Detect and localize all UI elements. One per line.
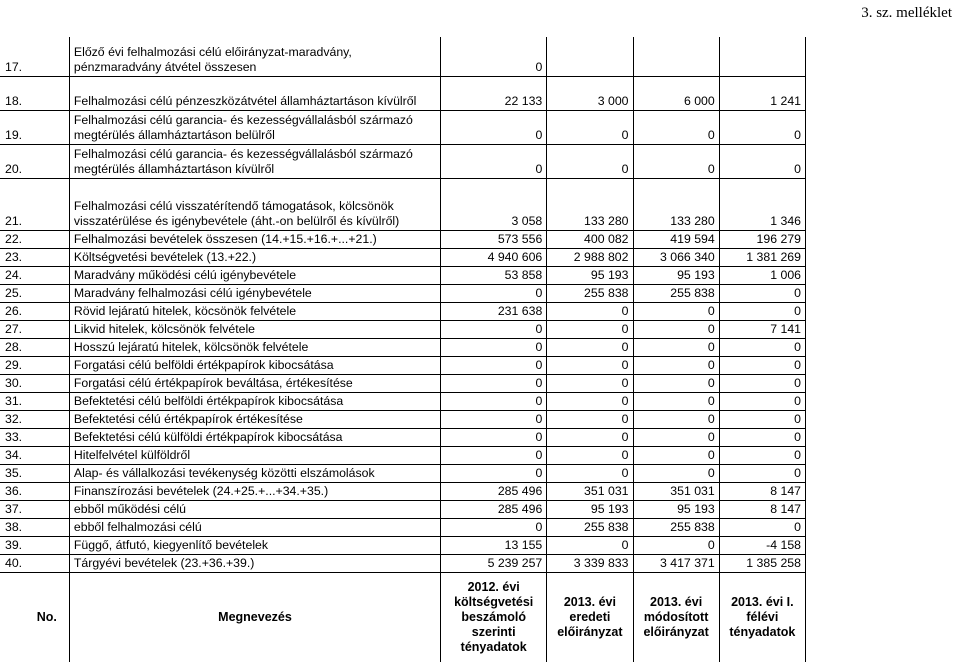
value-2012-actual: 0 [441, 37, 547, 76]
header-col-2013-h1-actual: 2013. évi I. félévi tényadatok [719, 572, 805, 662]
table-row [0, 230, 806, 248]
row-number: 26. [0, 302, 69, 320]
value-2013-modified: 6 000 [633, 76, 719, 110]
row-number: 39. [0, 536, 69, 554]
value-2013-modified: 3 417 371 [633, 554, 719, 572]
value-2013-original: 0 [547, 392, 633, 410]
row-name: Rövid lejáratú hitelek, köcsönök felvétele [69, 302, 440, 320]
value-2013-original: 95 193 [547, 500, 633, 518]
value-2013-h1-actual: -4 158 [719, 536, 805, 554]
value-2013-h1-actual: 0 [719, 518, 805, 536]
value-2013-h1-actual: 1 241 [719, 76, 805, 110]
value-2012-actual: 285 496 [441, 482, 547, 500]
value-2013-original: 2 988 802 [547, 248, 633, 266]
header-col-2013-original: 2013. évi eredeti előirányzat [547, 572, 633, 662]
value-2013-modified: 0 [633, 302, 719, 320]
value-2012-actual: 5 239 257 [441, 554, 547, 572]
value-2013-modified: 3 066 340 [633, 248, 719, 266]
table-row [0, 500, 806, 518]
row-number: 23. [0, 248, 69, 266]
value-2013-modified: 0 [633, 464, 719, 482]
value-2013-h1-actual: 1 346 [719, 178, 805, 230]
row-name: Maradvány működési célú igénybevétele [69, 266, 440, 284]
value-2013-h1-actual: 0 [719, 392, 805, 410]
row-name: Befektetési célú belföldi értékpapírok kibocsátása [69, 392, 440, 410]
row-name: Függő, átfutó, kiegyenlítő bevételek [69, 536, 440, 554]
row-number: 19. [0, 110, 69, 144]
value-2013-modified: 0 [633, 392, 719, 410]
value-2013-original: 95 193 [547, 266, 633, 284]
value-2012-actual: 0 [441, 338, 547, 356]
row-name: Hitelfelvétel külföldről [69, 446, 440, 464]
value-2012-actual: 13 155 [441, 536, 547, 554]
value-2013-h1-actual: 0 [719, 110, 805, 144]
value-2012-actual: 0 [441, 464, 547, 482]
value-2013-modified [633, 37, 719, 76]
row-name: Felhalmozási célú garancia- és kezességvállalásból származó megtérülés államháztartáson belülről [69, 110, 440, 144]
value-2013-h1-actual: 1 381 269 [719, 248, 805, 266]
table-row [0, 428, 806, 446]
value-2013-original: 255 838 [547, 284, 633, 302]
row-name: Likvid hitelek, kölcsönök felvétele [69, 320, 440, 338]
value-2012-actual: 0 [441, 320, 547, 338]
row-number: 37. [0, 500, 69, 518]
table-row [0, 76, 806, 110]
table-row [0, 110, 806, 144]
header-col-2013-modified: 2013. évi módosított előirányzat [633, 572, 719, 662]
value-2013-original: 3 339 833 [547, 554, 633, 572]
value-2013-original: 0 [547, 338, 633, 356]
value-2013-h1-actual: 0 [719, 374, 805, 392]
row-number: 24. [0, 266, 69, 284]
value-2013-original: 0 [547, 320, 633, 338]
table-row [0, 144, 806, 178]
row-name: Előző évi felhalmozási célú előirányzat-maradvány, pénzmaradvány átvétel összesen [69, 37, 440, 76]
value-2013-h1-actual: 8 147 [719, 500, 805, 518]
row-number: 36. [0, 482, 69, 500]
table-row [0, 446, 806, 464]
value-2013-modified: 0 [633, 356, 719, 374]
value-2012-actual: 4 940 606 [441, 248, 547, 266]
value-2013-original: 0 [547, 356, 633, 374]
value-2012-actual: 0 [441, 110, 547, 144]
row-name: Forgatási célú belföldi értékpapírok kibocsátása [69, 356, 440, 374]
row-number: 28. [0, 338, 69, 356]
row-number: 31. [0, 392, 69, 410]
value-2012-actual: 0 [441, 518, 547, 536]
row-name: Felhalmozási célú visszatérítendő támogatások, kölcsönök visszatérülése és igénybevétele (áht.-on belülről és kívülről) [69, 178, 440, 230]
value-2013-modified: 0 [633, 110, 719, 144]
value-2012-actual: 22 133 [441, 76, 547, 110]
value-2013-original: 0 [547, 144, 633, 178]
value-2012-actual: 0 [441, 374, 547, 392]
row-name: Költségvetési bevételek (13.+22.) [69, 248, 440, 266]
value-2013-original: 351 031 [547, 482, 633, 500]
value-2013-modified: 95 193 [633, 266, 719, 284]
value-2012-actual: 573 556 [441, 230, 547, 248]
value-2013-original: 0 [547, 536, 633, 554]
header-col-2012-actual: 2012. évi költségvetési beszámoló szerinti tényadatok [441, 572, 547, 662]
row-number: 20. [0, 144, 69, 178]
row-name: Hosszú lejáratú hitelek, kölcsönök felvétele [69, 338, 440, 356]
table-row [0, 266, 806, 284]
value-2013-original: 0 [547, 110, 633, 144]
value-2013-modified: 0 [633, 410, 719, 428]
row-number: 21. [0, 178, 69, 230]
revenue-table [0, 37, 806, 662]
value-2013-original: 0 [547, 302, 633, 320]
row-number: 25. [0, 284, 69, 302]
value-2013-original: 3 000 [547, 76, 633, 110]
value-2013-modified: 0 [633, 338, 719, 356]
row-name: Finanszírozási bevételek (24.+25.+...+34.+35.) [69, 482, 440, 500]
value-2013-h1-actual: 8 147 [719, 482, 805, 500]
value-2013-h1-actual: 0 [719, 356, 805, 374]
value-2012-actual: 0 [441, 144, 547, 178]
table-row [0, 518, 806, 536]
value-2013-modified: 0 [633, 536, 719, 554]
table-row [0, 554, 806, 572]
value-2013-modified: 0 [633, 428, 719, 446]
table-row [0, 410, 806, 428]
value-2012-actual: 0 [441, 356, 547, 374]
row-name: ebből működési célú [69, 500, 440, 518]
value-2012-actual: 0 [441, 410, 547, 428]
row-name: Tárgyévi bevételek (23.+36.+39.) [69, 554, 440, 572]
value-2013-original: 0 [547, 428, 633, 446]
value-2013-h1-actual [719, 37, 805, 76]
row-number: 33. [0, 428, 69, 446]
value-2013-h1-actual: 1 385 258 [719, 554, 805, 572]
table-row [0, 536, 806, 554]
value-2012-actual: 3 058 [441, 178, 547, 230]
value-2013-h1-actual: 0 [719, 446, 805, 464]
value-2012-actual: 53 858 [441, 266, 547, 284]
table-header-row [0, 572, 806, 662]
annex-label: 3. sz. melléklet [861, 5, 952, 21]
row-number: 29. [0, 356, 69, 374]
row-name: Befektetési célú külföldi értékpapírok kibocsátása [69, 428, 440, 446]
value-2013-original: 0 [547, 446, 633, 464]
row-name: Felhalmozási bevételek összesen (14.+15.+16.+...+21.) [69, 230, 440, 248]
value-2012-actual: 0 [441, 446, 547, 464]
value-2013-modified: 351 031 [633, 482, 719, 500]
table-row [0, 320, 806, 338]
table-row [0, 464, 806, 482]
value-2013-h1-actual: 0 [719, 144, 805, 178]
value-2013-modified: 133 280 [633, 178, 719, 230]
value-2012-actual: 0 [441, 428, 547, 446]
value-2013-modified: 95 193 [633, 500, 719, 518]
value-2013-modified: 0 [633, 446, 719, 464]
value-2013-h1-actual: 0 [719, 302, 805, 320]
value-2012-actual: 0 [441, 284, 547, 302]
value-2013-original: 0 [547, 374, 633, 392]
row-name: Felhalmozási célú garancia- és kezességvállalásból származó megtérülés államháztartáson kívülről [69, 144, 440, 178]
value-2013-modified: 255 838 [633, 518, 719, 536]
row-number: 17. [0, 37, 69, 76]
row-number: 22. [0, 230, 69, 248]
table-row [0, 356, 806, 374]
value-2012-actual: 231 638 [441, 302, 547, 320]
table-row [0, 248, 806, 266]
value-2013-h1-actual: 0 [719, 410, 805, 428]
table-row [0, 284, 806, 302]
row-number: 30. [0, 374, 69, 392]
table-row [0, 37, 806, 76]
row-number: 38. [0, 518, 69, 536]
row-name: Befektetési célú értékpapírok értékesítése [69, 410, 440, 428]
value-2013-h1-actual: 0 [719, 464, 805, 482]
table-body [0, 37, 806, 572]
table-row [0, 302, 806, 320]
value-2012-actual: 285 496 [441, 500, 547, 518]
table-row [0, 374, 806, 392]
row-number: 18. [0, 76, 69, 110]
row-name: Forgatási célú értékpapírok beváltása, értékesítése [69, 374, 440, 392]
value-2013-modified: 0 [633, 374, 719, 392]
value-2013-modified: 0 [633, 144, 719, 178]
value-2013-modified: 255 838 [633, 284, 719, 302]
value-2013-original: 0 [547, 410, 633, 428]
value-2013-h1-actual: 196 279 [719, 230, 805, 248]
row-number: 32. [0, 410, 69, 428]
value-2013-modified: 419 594 [633, 230, 719, 248]
value-2013-original: 255 838 [547, 518, 633, 536]
table-row [0, 178, 806, 230]
row-number: 35. [0, 464, 69, 482]
table-row [0, 338, 806, 356]
value-2013-h1-actual: 7 141 [719, 320, 805, 338]
row-number: 34. [0, 446, 69, 464]
header-name: Megnevezés [69, 572, 440, 662]
value-2013-original: 133 280 [547, 178, 633, 230]
table-row [0, 482, 806, 500]
value-2013-h1-actual: 0 [719, 428, 805, 446]
row-name: ebből felhalmozási célú [69, 518, 440, 536]
value-2012-actual: 0 [441, 392, 547, 410]
value-2013-original [547, 37, 633, 76]
value-2013-h1-actual: 0 [719, 338, 805, 356]
value-2013-original: 0 [547, 464, 633, 482]
table-row [0, 392, 806, 410]
row-name: Felhalmozási célú pénzeszközátvétel államháztartáson kívülről [69, 76, 440, 110]
header-no: No. [0, 572, 69, 662]
row-name: Alap- és vállalkozási tevékenység közötti elszámolások [69, 464, 440, 482]
value-2013-modified: 0 [633, 320, 719, 338]
row-number: 40. [0, 554, 69, 572]
row-number: 27. [0, 320, 69, 338]
row-name: Maradvány felhalmozási célú igénybevétele [69, 284, 440, 302]
value-2013-h1-actual: 0 [719, 284, 805, 302]
value-2013-original: 400 082 [547, 230, 633, 248]
value-2013-h1-actual: 1 006 [719, 266, 805, 284]
